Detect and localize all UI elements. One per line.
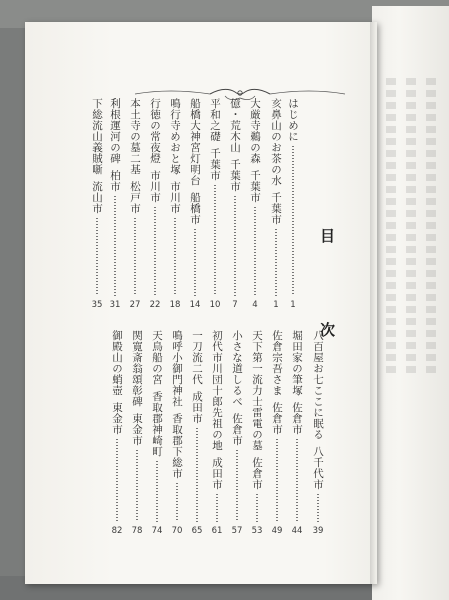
toc-entry[interactable] xyxy=(108,98,122,192)
toc-entry-title: 下総流山義賊噺 xyxy=(91,98,103,175)
bleed-through-text xyxy=(426,78,436,378)
toc-entry-title: 行徳の常夜燈 xyxy=(149,98,161,164)
toc-entry[interactable] xyxy=(90,98,104,214)
dotted-leader xyxy=(176,483,178,522)
toc-page-number: 78 xyxy=(131,526,143,536)
toc-entry-title: 佐倉宗吾さま xyxy=(271,330,283,396)
dotted-leader xyxy=(236,450,238,522)
toc-page-number: 1 xyxy=(290,300,296,310)
toc-entry-title: 船橋大神宮灯明台 xyxy=(189,98,201,186)
toc-page-number: 7 xyxy=(232,300,238,310)
toc-entry[interactable] xyxy=(110,330,124,435)
toc-page-number: 44 xyxy=(291,526,303,536)
dotted-leader xyxy=(134,218,136,296)
toc-entry-place: 佐倉市 xyxy=(231,413,243,446)
toc-entry[interactable] xyxy=(190,330,204,424)
toc-entry-title: 小さな道しるべ xyxy=(231,330,243,407)
facing-page xyxy=(372,6,449,600)
toc-entry-place: 流山市 xyxy=(91,181,103,214)
toc-entry-title: 億・荒木山 xyxy=(229,98,241,153)
dotted-leader xyxy=(96,218,98,296)
toc-page-number: 53 xyxy=(251,526,263,536)
toc-entry-place: 千葉市 xyxy=(270,192,282,225)
toc-page xyxy=(25,22,377,584)
toc-entry-title: 堀田家の筆塚 xyxy=(291,330,303,396)
dotted-leader xyxy=(154,207,156,296)
toc-page-number: 82 xyxy=(111,526,123,536)
toc-entry-title: 天下第一流力士雷電の墓 xyxy=(251,330,263,451)
dotted-leader xyxy=(216,494,218,522)
dotted-leader xyxy=(156,461,158,522)
toc-entry-place: 佐倉市 xyxy=(291,402,303,435)
dotted-leader xyxy=(174,218,176,296)
dotted-leader xyxy=(194,229,196,296)
toc-entry[interactable] xyxy=(170,330,184,479)
toc-entry[interactable] xyxy=(130,330,144,446)
toc-entry-title: 平和之礎 xyxy=(209,98,221,142)
toc-entry-place: 市川市 xyxy=(149,170,161,203)
toc-page-number: 27 xyxy=(129,300,141,310)
toc-entry-place: 松戸市 xyxy=(129,181,141,214)
toc-page-number: 18 xyxy=(169,300,181,310)
toc-entry-title: 鳴呼小御門神社 xyxy=(171,330,183,407)
dotted-leader xyxy=(276,439,278,522)
toc-page-number: 49 xyxy=(271,526,283,536)
toc-page-number: 22 xyxy=(149,300,161,310)
toc-entry-title: はじめに xyxy=(287,98,299,142)
toc-entry-title: 大厳寺鵜の森 xyxy=(249,98,261,164)
bleed-through-text xyxy=(406,78,416,378)
toc-entry[interactable] xyxy=(250,330,264,490)
toc-entry[interactable] xyxy=(230,330,244,446)
toc-entry-place: 柏市 xyxy=(109,170,121,192)
toc-page-number: 35 xyxy=(91,300,103,310)
toc-entry[interactable] xyxy=(286,98,300,142)
toc-entry-title: 初代市川団十郎先祖の地 xyxy=(211,330,223,451)
dotted-leader xyxy=(214,185,216,296)
toc-entry[interactable] xyxy=(128,98,142,214)
toc-entry-place: 佐倉市 xyxy=(251,457,263,490)
toc-page-number: 61 xyxy=(211,526,223,536)
toc-entry-place: 東金市 xyxy=(111,402,123,435)
toc-entry-title: 御殿山の蛸壺 xyxy=(111,330,123,396)
toc-entry[interactable] xyxy=(248,98,262,203)
dotted-leader xyxy=(234,196,236,296)
toc-entry[interactable] xyxy=(269,98,283,225)
toc-entry-title: 利根運河の碑 xyxy=(109,98,121,164)
toc-entry-place: 東金市 xyxy=(131,413,143,446)
toc-entry[interactable] xyxy=(290,330,304,435)
toc-entry[interactable] xyxy=(311,330,325,490)
toc-entry[interactable] xyxy=(270,330,284,435)
toc-page-number: 57 xyxy=(231,526,243,536)
toc-entry-place: 香取郡神崎町 xyxy=(151,391,163,457)
toc-entry[interactable] xyxy=(150,330,164,457)
toc-entry-place: 千葉市 xyxy=(209,148,221,181)
dotted-leader xyxy=(114,196,116,296)
toc-entry[interactable] xyxy=(210,330,224,490)
toc-page-number: 10 xyxy=(209,300,221,310)
toc-entry[interactable] xyxy=(148,98,162,203)
toc-entry-place: 成田市 xyxy=(211,457,223,490)
page-edge-shadow xyxy=(370,22,376,584)
toc-heading: 目 xyxy=(318,228,336,243)
toc-page-number: 70 xyxy=(171,526,183,536)
bleed-through-text xyxy=(386,78,396,378)
toc-page-number: 74 xyxy=(151,526,163,536)
toc-entry-title: 亥鼻山のお茶の水 xyxy=(270,98,282,186)
toc-page-number: 4 xyxy=(252,300,258,310)
toc-page-number: 39 xyxy=(312,526,324,536)
toc-entry-title: 鳴行寺めおと塚 xyxy=(169,98,181,175)
dotted-leader xyxy=(317,494,319,522)
toc-page-number: 31 xyxy=(109,300,121,310)
toc-entry-title: 天鳥船の宮 xyxy=(151,330,163,385)
toc-entry-title: 一刀流二代 xyxy=(191,330,203,385)
dotted-leader xyxy=(292,146,294,296)
toc-heading: 次 xyxy=(318,322,336,337)
toc-entry-place: 市川市 xyxy=(169,181,181,214)
dotted-leader xyxy=(254,207,256,296)
toc-page-number: 1 xyxy=(273,300,279,310)
toc-entry-place: 千葉市 xyxy=(249,170,261,203)
toc-entry-place: 千葉市 xyxy=(229,159,241,192)
toc-entry[interactable] xyxy=(228,98,242,192)
dotted-leader xyxy=(136,450,138,522)
toc-entry-title: 本土寺の墓二基 xyxy=(129,98,141,175)
toc-entry[interactable] xyxy=(188,98,202,225)
toc-entry-place: 船橋市 xyxy=(189,192,201,225)
toc-entry[interactable] xyxy=(168,98,182,214)
toc-entry-title: 八百屋お七ここに眠る xyxy=(312,330,324,440)
toc-page-number: 14 xyxy=(189,300,201,310)
toc-entry-place: 香取郡下総市 xyxy=(171,413,183,479)
toc-entry-place: 成田市 xyxy=(191,391,203,424)
dotted-leader xyxy=(275,229,277,296)
toc-entry-title: 関寛斎翁頌彰碑 xyxy=(131,330,143,407)
dotted-leader xyxy=(256,494,258,522)
toc-entry-place: 佐倉市 xyxy=(271,402,283,435)
dotted-leader xyxy=(196,428,198,522)
dotted-leader xyxy=(116,439,118,522)
toc-entry-place: 八千代市 xyxy=(312,446,324,490)
dotted-leader xyxy=(296,439,298,522)
toc-page-number: 65 xyxy=(191,526,203,536)
toc-entry[interactable] xyxy=(208,98,222,181)
